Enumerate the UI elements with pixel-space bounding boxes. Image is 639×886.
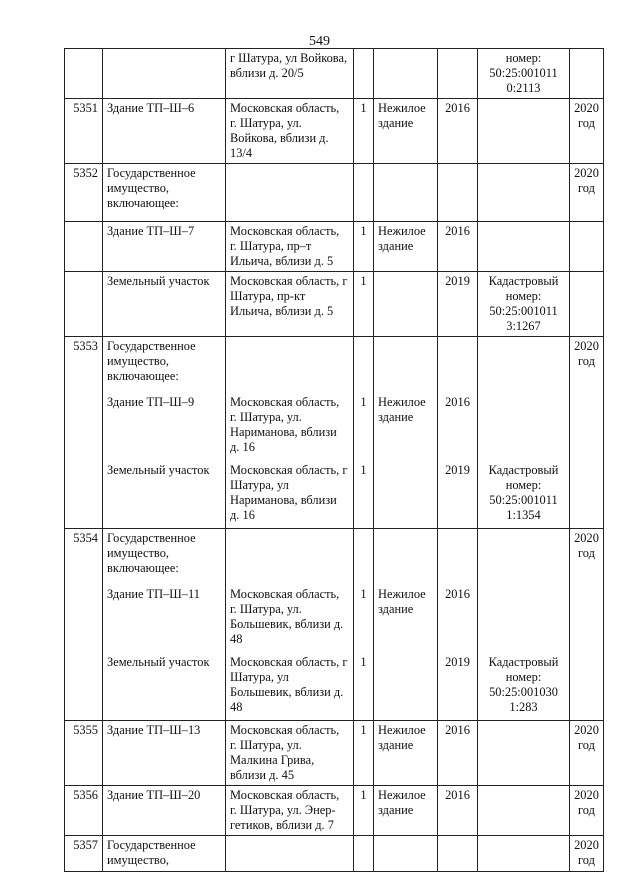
table-row xyxy=(65,49,604,99)
sub-item-quantity: 1 xyxy=(360,587,367,601)
property-quantity xyxy=(354,49,374,99)
property-name xyxy=(103,49,226,99)
privatization-term xyxy=(570,272,604,337)
property-year xyxy=(438,49,478,99)
property-quantity: 1 xyxy=(354,99,374,164)
property-name: Государственное имущество, включающее: xyxy=(103,164,226,222)
privatization-term: 2020 год xyxy=(570,337,604,529)
row-number: 5351 xyxy=(65,99,103,164)
table-row xyxy=(65,99,604,164)
row-number xyxy=(65,49,103,99)
cadastral-number xyxy=(478,786,570,836)
property-quantity: 1 xyxy=(354,721,374,786)
property-name: Земельный участок xyxy=(103,272,226,337)
cadastral-number: Кадастровый номер: 50:25:001011 3:1267 xyxy=(478,272,570,337)
sub-item-name: Земельный участок xyxy=(107,655,210,669)
table-row xyxy=(65,272,604,337)
property-year: 2016 xyxy=(438,786,478,836)
cadastral-number: номер: 50:25:001011 0:2113 xyxy=(478,49,570,99)
property-quantity-cell xyxy=(354,529,374,721)
property-type xyxy=(374,49,438,99)
sub-item-address: Московская область, г Шатура, ул Нариманова, вблизи д. 16 xyxy=(230,463,348,522)
sub-item-name: Здание ТП–Ш–11 xyxy=(107,587,200,601)
row-number: 5356 xyxy=(65,786,103,836)
table-row xyxy=(65,337,604,529)
property-type-cell xyxy=(374,337,438,529)
property-year xyxy=(438,164,478,222)
property-address: Московская область, г. Шатура, ул. Энер-гетиков, вблизи д. 7 xyxy=(226,786,354,836)
property-address: Московская область, г Шатура, пр-кт Ильича, вблизи д. 5 xyxy=(226,272,354,337)
sub-item-address: Московская область, г. Шатура, ул. Нариманова, вблизи д. 16 xyxy=(230,395,340,454)
property-type: Нежилое здание xyxy=(374,222,438,272)
property-name: Государственное имущество, xyxy=(103,836,226,872)
sub-item-year: 2016 xyxy=(445,395,470,409)
property-quantity: 1 xyxy=(354,272,374,337)
property-quantity: 1 xyxy=(354,786,374,836)
property-name-cell xyxy=(103,337,226,529)
table-row xyxy=(65,222,604,272)
property-type xyxy=(374,272,438,337)
sub-item-type: Нежилое здание xyxy=(378,395,426,424)
sub-item-name: Земельный участок xyxy=(107,463,210,477)
property-name: Здание ТП–Ш–20 xyxy=(103,786,226,836)
property-address xyxy=(226,164,354,222)
property-name: Здание ТП–Ш–6 xyxy=(103,99,226,164)
sub-item-name: Здание ТП–Ш–9 xyxy=(107,395,195,409)
privatization-term xyxy=(570,222,604,272)
cadastral-number xyxy=(478,836,570,872)
property-type-cell xyxy=(374,529,438,721)
property-type xyxy=(374,836,438,872)
sub-item-year: 2019 xyxy=(445,463,470,477)
property-address: Московская область, г. Шатура, ул. Малкина Грива, вблизи д. 45 xyxy=(226,721,354,786)
property-quantity: 1 xyxy=(354,222,374,272)
cadastral-number xyxy=(478,99,570,164)
sub-item-year: 2019 xyxy=(445,655,470,669)
sub-item-quantity: 1 xyxy=(360,395,367,409)
table-row xyxy=(65,529,604,721)
privatization-term: 2020 год xyxy=(570,164,604,222)
property-year: 2016 xyxy=(438,222,478,272)
privatization-term: 2020 год xyxy=(570,786,604,836)
property-address: Московская область, г. Шатура, пр–т Ильича, вблизи д. 5 xyxy=(226,222,354,272)
row-number: 5357 xyxy=(65,836,103,872)
property-quantity xyxy=(354,164,374,222)
sub-item-quantity: 1 xyxy=(360,655,367,669)
property-table xyxy=(64,48,604,872)
cadastral-number xyxy=(478,222,570,272)
sub-item-quantity: 1 xyxy=(360,463,367,477)
property-year: 2016 xyxy=(438,721,478,786)
property-quantity xyxy=(354,836,374,872)
cadastral-number xyxy=(478,721,570,786)
privatization-term: 2020 год xyxy=(570,836,604,872)
property-address: Московская область, г. Шатура, ул. Войкова, вблизи д. 13/4 xyxy=(226,99,354,164)
property-address: г Шатура, ул Войкова, вблизи д. 20/5 xyxy=(226,49,354,99)
table-row xyxy=(65,164,604,222)
row-number: 5353 xyxy=(65,337,103,529)
property-year-cell xyxy=(438,337,478,529)
sub-item-cadastral: Кадастровый номер: 50:25:001030 1:283 xyxy=(488,655,559,714)
property-type: Нежилое здание xyxy=(374,99,438,164)
row-number xyxy=(65,222,103,272)
property-type xyxy=(374,164,438,222)
privatization-term: 2020 год xyxy=(570,99,604,164)
privatization-term: 2020 год xyxy=(570,529,604,721)
sub-item-type: Нежилое здание xyxy=(378,587,426,616)
sub-item-year: 2016 xyxy=(445,587,470,601)
property-name: Здание ТП–Ш–13 xyxy=(103,721,226,786)
property-year: 2016 xyxy=(438,99,478,164)
table-row xyxy=(65,721,604,786)
privatization-term: 2020 год xyxy=(570,721,604,786)
property-name: Здание ТП–Ш–7 xyxy=(103,222,226,272)
row-number: 5354 xyxy=(65,529,103,721)
property-year: 2019 xyxy=(438,272,478,337)
group-title: Государственное имущество, включающее: xyxy=(107,339,196,383)
privatization-term xyxy=(570,49,604,99)
cadastral-number-cell xyxy=(478,529,570,721)
row-number: 5352 xyxy=(65,164,103,222)
property-address xyxy=(226,836,354,872)
property-address-cell xyxy=(226,529,354,721)
page-number: 549 xyxy=(309,34,330,49)
property-type: Нежилое здание xyxy=(374,786,438,836)
sub-item-address: Московская область, г. Шатура, ул. Большевик, вблизи д. 48 xyxy=(230,587,344,646)
property-year-cell xyxy=(438,529,478,721)
cadastral-number xyxy=(478,164,570,222)
sub-item-cadastral: Кадастровый номер: 50:25:001011 1:1354 xyxy=(488,463,559,522)
row-number xyxy=(65,272,103,337)
property-quantity-cell xyxy=(354,337,374,529)
group-title: Государственное имущество, включающее: xyxy=(107,531,196,575)
sub-item-address: Московская область, г Шатура, ул Большевик, вблизи д. 48 xyxy=(230,655,348,714)
table-row xyxy=(65,836,604,872)
property-address-cell xyxy=(226,337,354,529)
property-type: Нежилое здание xyxy=(374,721,438,786)
property-name-cell xyxy=(103,529,226,721)
row-number: 5355 xyxy=(65,721,103,786)
table-row xyxy=(65,786,604,836)
cadastral-number-cell xyxy=(478,337,570,529)
property-year xyxy=(438,836,478,872)
